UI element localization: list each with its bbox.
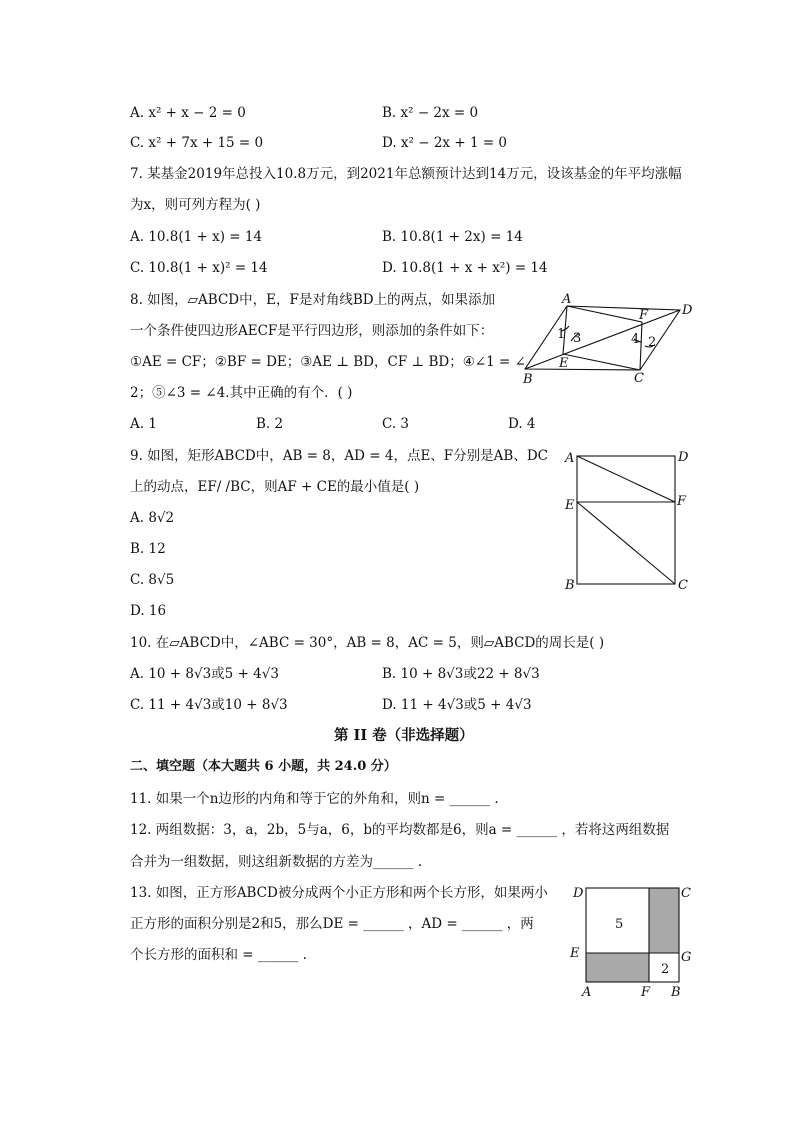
q8-stem-line3: ①AE = CF；②BF = DE；③AE ⊥ BD，CF ⊥ BD；④∠1 = ∠ [130,354,526,370]
section2-title: 二、填空题（本大题共 6 小题，共 24.0 分） [130,759,397,774]
q7-stem-line2: 为x，则可列方程为( ) [130,197,261,213]
q9-label-d: D [678,450,689,465]
q9-option-a: A. 8√2 [130,510,175,526]
q13-area-5: 5 [615,917,624,932]
q9-option-d: D. 16 [130,603,167,619]
q8-angle-4: 4 [631,332,640,347]
q12-stem-line2: 合并为一组数据，则这组新数据的方差为______ . [130,854,423,870]
q10-option-b: B. 10 + 8√3或22 + 8√3 [382,666,540,682]
q13-stem-line2: 正方形的面积分别是2和5，那么DE = ______ ，AD = ______ ，两 [130,916,534,932]
q10-stem: 10. 在▱ABCD中，∠ABC = 30°，AB = 8，AC = 5，则▱ABCD的周长是( ) [130,635,605,651]
q13-label-a: A [582,985,592,1000]
q13-label-b: B [671,985,681,1000]
q8-label-a: A [562,292,572,307]
q13-stem-line1: 13. 如图，正方形ABCD被分成两个小正方形和两个长方形，如果两小 [130,885,548,901]
q8-label-d: D [682,303,693,318]
q8-stem-line4: 2；⑤∠3 = ∠4.其中正确的有个．( ) [130,385,353,401]
q11-stem: 11. 如果一个n边形的内角和等于它的外角和，则n = ______ . [130,791,499,807]
q10-option-a: A. 10 + 8√3或5 + 4√3 [130,666,279,682]
q7-option-a: A. 10.8(1 + x) = 14 [130,229,263,245]
q8-option-d: D. 4 [508,416,536,432]
q9-option-b: B. 12 [130,541,166,557]
q8-option-b: B. 2 [256,416,284,432]
q8-option-c: C. 3 [382,416,410,432]
q6-option-c: C. x² + 7x + 15 = 0 [130,135,264,151]
q13-label-c: C [681,886,691,901]
q9-option-c: C. 8√5 [130,572,175,588]
q13-label-g: G [681,950,692,965]
q7-option-c: C. 10.8(1 + x)² = 14 [130,260,268,276]
part2-title: 第 II 卷（非选择题） [334,727,474,744]
q8-option-a: A. 1 [130,416,157,432]
q13-label-d: D [573,886,584,901]
q6-option-a: A. x² + x − 2 = 0 [130,105,246,121]
q8-angle-1: 1 [557,327,566,342]
q9-label-e: E [565,498,575,513]
q10-option-c: C. 11 + 4√3或10 + 8√3 [130,697,288,713]
q7-option-d: D. 10.8(1 + x + x²) = 14 [382,260,548,276]
q7-option-b: B. 10.8(1 + 2x) = 14 [382,229,523,245]
q6-option-d: D. x² − 2x + 1 = 0 [382,135,508,151]
q8-label-b: B [523,372,533,387]
q10-option-d: D. 11 + 4√3或5 + 4√3 [382,697,532,713]
q8-label-e: E [559,356,569,371]
q9-label-a: A [565,451,575,466]
q13-label-e: E [570,946,580,961]
q13-area-2: 2 [661,962,670,977]
q13-stem-line3: 个长方形的面积和 = ______ . [130,947,307,963]
q13-label-f: F [641,985,651,1000]
q6-option-b: B. x² − 2x = 0 [382,105,479,121]
q8-label-f: F [639,308,649,323]
q8-stem-line2: 一个条件使四边形AECF是平行四边形，则添加的条件如下： [130,323,494,339]
q9-stem-line1: 9. 如图，矩形ABCD中，AB = 8，AD = 4，点E、F分别是AB、DC [130,448,548,464]
q8-angle-3: 3 [573,331,582,346]
q9-label-c: C [678,578,688,593]
q7-stem-line1: 7. 某基金2019年总投入10.8万元，到2021年总额预计达到14万元，设该基金的年平均涨幅 [130,166,682,182]
q9-label-f: F [677,494,687,509]
q12-stem-line1: 12. 两组数据：3，a，2b，5与a，6，b的平均数都是6，则a = ______ ，若将这两组数据 [130,822,670,838]
q8-angle-2: 2 [648,335,657,350]
q9-stem-line2: 上的动点，EF/ /BC，则AF + CE的最小值是( ) [130,479,420,495]
q9-label-b: B [565,578,575,593]
q8-label-c: C [634,371,644,386]
q8-stem-line1: 8. 如图，▱ABCD中，E，F是对角线BD上的两点，如果添加 [130,292,496,308]
